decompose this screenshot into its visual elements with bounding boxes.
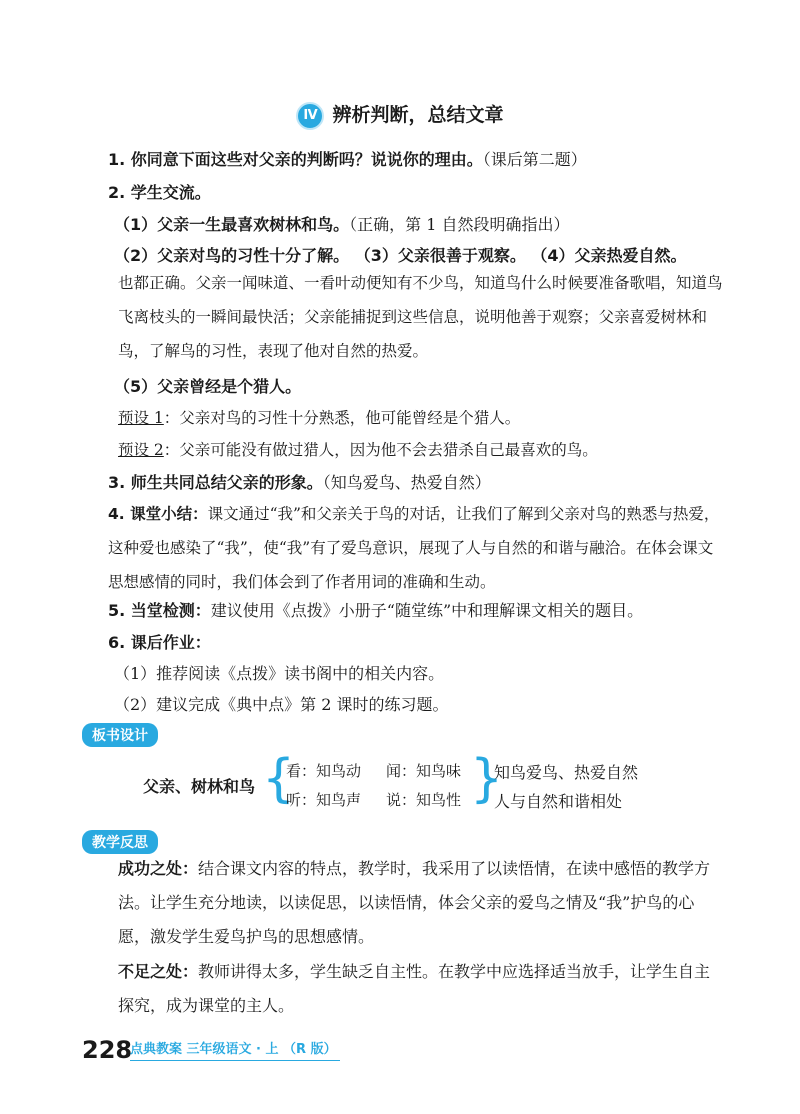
reflection-success: [86, 852, 726, 954]
question-5-label: 5. 当堂检测：: [108, 601, 211, 620]
hypothesis-2-label: 预设 2: [118, 441, 164, 459]
hypothesis-1: [118, 406, 520, 428]
left-brace-icon: {: [262, 749, 296, 809]
hypothesis-2-text: ：父亲可能没有做过猎人，因为他不会去猎杀自己最喜欢的鸟。: [163, 441, 598, 459]
section-title: [0, 100, 800, 130]
question-1: [108, 147, 587, 170]
question-4-label: 4. 课堂小结：: [108, 505, 208, 523]
question-6: 6. 课后作业：: [108, 633, 211, 652]
question-4-text: 课文通过“我”和父亲关于鸟的对话，让我们了解到父亲对鸟的熟悉与热爱，这种爱也感染了“我”，使“我”有了爱鸟意识，展现了人与自然的和谐与融洽。在体会课文思想感情的同时，我们体会到了作者用词的准确和生动。: [108, 505, 720, 591]
board-see: 看：知鸟动: [286, 762, 362, 780]
reflection-tag: 教学反思: [82, 830, 158, 854]
question-2: 2. 学生交流。: [108, 183, 211, 202]
judgement-1: [114, 212, 570, 235]
board-say: 说：知鸟性: [386, 791, 462, 809]
section-number-badge: Ⅳ: [296, 102, 324, 130]
hypothesis-2: [118, 438, 598, 460]
judgements-2-4: （2）父亲对鸟的习性十分了解。 （3）父亲很善于观察。 （4）父亲热爱自然。: [114, 246, 687, 265]
hypothesis-1-label: 预设 1: [118, 409, 164, 427]
board-result-2: 人与自然和谐相处: [494, 792, 623, 811]
judgement-1-note: （正确，第 1 自然段明确指出）: [349, 215, 570, 234]
hypothesis-1-text: ：父亲对鸟的习性十分熟悉，他可能曾经是个猎人。: [163, 409, 521, 427]
question-5: [108, 598, 643, 621]
board-design-tag: 板书设计: [82, 723, 158, 747]
board-smell: 闻：知鸟味: [386, 762, 462, 780]
reflection-lack: [86, 955, 726, 1023]
question-3-title: 3. 师生共同总结父亲的形象。: [108, 473, 323, 492]
board-result-1: 知鸟爱鸟、热爱自然: [494, 763, 639, 782]
right-brace-icon: }: [470, 749, 504, 809]
question-4: [86, 497, 726, 599]
reflection-success-text: 结合课文内容的特点，教学时，我采用了以读悟情，在读中感悟的教学方法。让学生充分地读，以读促思，以读悟情，体会父亲的爱鸟之情及“我”护鸟的心愿，激发学生爱鸟护鸟的思想感情。: [118, 859, 711, 946]
judgement-5: （5）父亲曾经是个猎人。: [114, 377, 302, 396]
board-hear: 听：知鸟声: [286, 791, 362, 809]
judgement-1-title: （1）父亲一生最喜欢树林和鸟。: [114, 215, 350, 234]
homework-2: （2）建议完成《典中点》第 2 课时的练习题。: [114, 695, 449, 714]
question-3: [108, 470, 491, 493]
question-3-note: （知鸟爱鸟、热爱自然）: [322, 473, 491, 492]
question-5-text: 建议使用《点拨》小册子“随堂练”中和理解课文相关的题目。: [210, 601, 644, 620]
board-title: 父亲、树林和鸟: [143, 777, 256, 796]
question-1-note: （课后第二题）: [482, 150, 587, 169]
reflection-lack-label: 不足之处：: [118, 962, 199, 981]
question-1-title: 1. 你同意下面这些对父亲的判断吗？说说你的理由。: [108, 150, 483, 169]
section-title-text: 辨析判断，总结文章: [332, 104, 504, 126]
reflection-lack-text: 教师讲得太多，学生缺乏自主性。在教学中应选择适当放手，让学生自主探究，成为课堂的主人。: [118, 962, 711, 1015]
page-number: 228: [82, 1036, 133, 1064]
reflection-success-label: 成功之处：: [118, 859, 199, 878]
book-title: 点典教案 三年级语文 · 上 （R 版）: [130, 1038, 340, 1061]
explanation-paragraph: 也都正确。父亲一闻味道、一看叶动便知有不少鸟，知道鸟什么时候要准备歌唱，知道鸟飞离枝头的一瞬间最快活；父亲能捕捉到这些信息，说明他善于观察；父亲喜爱树林和鸟，了解鸟的习性，表现了他对自然的热爱。: [118, 274, 723, 360]
homework-1: （1）推荐阅读《点拨》读书阁中的相关内容。: [114, 664, 445, 683]
board-design: [0, 749, 800, 815]
